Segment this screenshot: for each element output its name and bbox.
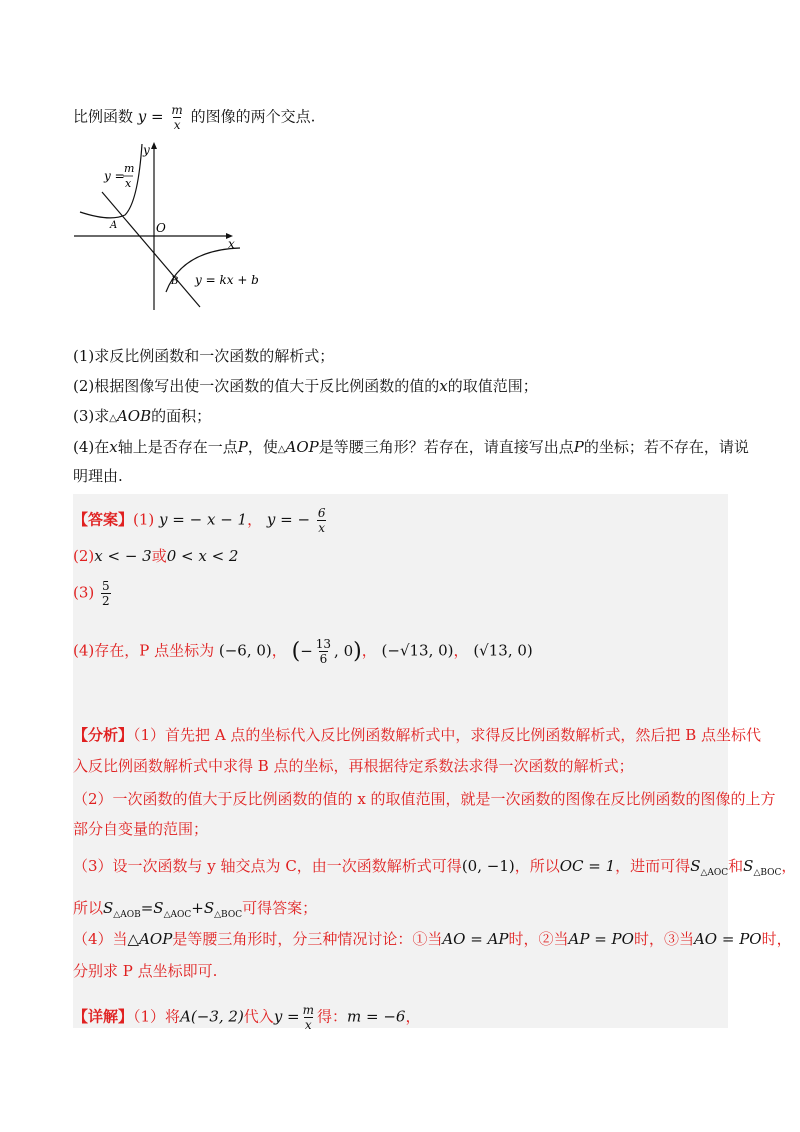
analysis-p3-l2-boc: △BOC <box>214 910 243 920</box>
analysis-p3-l2b: 可得答案； <box>242 899 318 917</box>
answer-3 <box>73 580 113 607</box>
a1-num: 6 <box>317 506 326 520</box>
a1-fraction <box>317 507 327 534</box>
analysis-p4-b: 是等腰三角形时，分三种情况讨论：①当 <box>172 930 443 948</box>
analysis-p3-d: ， <box>781 857 797 875</box>
q3-post: 的面积； <box>151 407 212 425</box>
a3-fraction <box>101 580 111 607</box>
analysis-3-line-1 <box>73 856 796 883</box>
curve-label-y: y = <box>104 169 125 183</box>
linear-function-line <box>102 192 200 307</box>
a4-c2-num: 13 <box>315 637 332 651</box>
analysis-p3-s4: S <box>153 899 164 917</box>
detail-y: y = <box>273 1007 300 1026</box>
analysis-p3-boc: △BOC <box>753 868 782 878</box>
analysis-3-line-2 <box>73 898 317 925</box>
q3-pre: (3)求 <box>73 407 110 425</box>
a3-num: 5 <box>102 579 110 593</box>
analysis-p4-c1: AO = AP <box>442 930 509 948</box>
detail-num: m <box>302 1003 315 1017</box>
analysis-1-line-1 <box>73 725 761 745</box>
answer-1 <box>73 507 328 534</box>
question-4 <box>73 437 749 460</box>
q2-post: 的取值范围； <box>447 377 538 395</box>
intro-fraction <box>170 104 183 131</box>
detail-text-c: 得： <box>317 1007 348 1026</box>
q4-x: x <box>109 438 118 456</box>
analysis-p4-c3: AO = PO <box>693 930 762 948</box>
analysis-p4-e: 时， <box>761 930 792 948</box>
analysis-p4-c: 时，②当 <box>508 930 569 948</box>
analysis-p3-l2-plus: + <box>191 899 204 917</box>
q4-triangle: △ <box>277 444 286 455</box>
analysis-1-line-2: 入反比例函数解析式中求得 B 点的坐标，再根据待定系数法求得一次函数的解析式； <box>73 757 634 775</box>
q4-d: 是等腰三角形？若存在，请直接写出点 <box>318 438 574 456</box>
a4-c2-fraction <box>315 638 332 665</box>
analysis-p4-d: 时，③当 <box>633 930 694 948</box>
a1-inverse-y: y = − <box>266 510 311 529</box>
q4-b: 轴上是否存在一点 <box>117 438 238 456</box>
a1-linear: y = − x − 1 <box>159 510 248 529</box>
a2-label: (2) <box>73 547 95 565</box>
a3-den: 2 <box>102 594 110 608</box>
analysis-p3-s1: S <box>690 857 701 875</box>
analysis-p3-aoc: △AOC <box>700 868 729 878</box>
q2-var-x: x <box>439 377 448 395</box>
a4-c2-post: , 0 <box>334 641 354 660</box>
intro-fraction-den: x <box>173 118 181 132</box>
line-label: y = kx + b <box>195 273 259 287</box>
q3-aob: AOB <box>116 407 152 425</box>
answer-4 <box>73 638 533 665</box>
a1-den: x <box>318 521 326 535</box>
label-point-b: B <box>171 276 179 287</box>
analysis-p3-s5: S <box>203 899 215 917</box>
curve-label-num: m <box>124 162 135 175</box>
analysis-4-line-2: 分别求 P 点坐标即可. <box>73 962 218 980</box>
a2-expr2: 0 < x < 2 <box>166 547 239 565</box>
analysis-p3-l2-aob: △AOB <box>113 910 141 920</box>
a4-text: (4)存在，P 点坐标为 <box>73 641 215 660</box>
a1-label: (1) <box>133 510 155 529</box>
a4-c2-minus: − <box>300 641 313 660</box>
q4-aop: AOP <box>285 438 319 456</box>
analysis-2-line-2: 部分自变量的范围； <box>73 820 209 838</box>
a4-coord-1: (−6, 0) <box>218 641 272 660</box>
a4-comma-2: ， <box>361 641 377 660</box>
detail-den: x <box>304 1018 312 1032</box>
analysis-p3-l2-eq: = <box>140 899 154 917</box>
analysis-p3-oc: OC = 1 <box>559 857 616 875</box>
intro-fraction-num: m <box>171 103 183 117</box>
label-origin: O <box>156 221 166 235</box>
answer-2 <box>73 546 238 566</box>
question-1: (1)求反比例函数和一次函数的解析式； <box>73 347 335 365</box>
analysis-p3-l2a: 所以 <box>73 899 104 917</box>
q4-p: P <box>237 438 248 456</box>
detail-result: m = −6 <box>347 1007 406 1026</box>
a2-or: 或 <box>151 547 167 565</box>
detail-fraction <box>302 1004 315 1031</box>
intro-line <box>73 104 315 131</box>
function-graph <box>70 142 260 312</box>
a4-comma-1: ， <box>271 641 287 660</box>
a4-coord-2: (− $\frac{13}{6}$ , 0) <box>291 637 362 666</box>
analysis-p3-b: ，所以 <box>514 857 560 875</box>
detail-line <box>73 1004 421 1031</box>
label-point-a: A <box>110 220 118 231</box>
q4-a: (4)在 <box>73 438 110 456</box>
q3-triangle: △ <box>109 413 117 424</box>
q4-e: 的坐标；若不存在，请说 <box>583 438 749 456</box>
analysis-p3-coord: (0, −1) <box>461 857 515 875</box>
q4-p2: P <box>573 438 584 456</box>
label-y-axis: y <box>143 143 150 157</box>
intro-suffix: 的图像的两个交点. <box>190 107 316 126</box>
a1-sep: ， <box>247 510 263 529</box>
analysis-p4-a: （4）当 <box>73 930 128 948</box>
q2-pre: (2)根据图像写出使一次函数的值大于反比例函数的值的 <box>73 377 440 395</box>
analysis-p1-l1: （1）首先把 A 点的坐标代入反比例函数解析式中，求得反比例函数解析式，然后把 B 点坐标代 <box>133 726 761 744</box>
question-4-line-2: 明理由. <box>73 467 123 485</box>
analysis-p3-a: （3）设一次函数与 y 轴交点为 C，由一次函数解析式可得 <box>73 857 462 875</box>
analysis-p4-c2: AP = PO <box>568 930 634 948</box>
analysis-p3-s3: S <box>103 899 114 917</box>
a4-coord-3: (−√13, 0) <box>381 641 454 660</box>
detail-comma: ， <box>405 1007 421 1026</box>
q4-c: ，使 <box>247 438 278 456</box>
analysis-2-line-1: （2）一次函数的值大于反比例函数的值的 x 的取值范围，就是一次函数的图像在反比例函数的图像的上方 <box>73 790 776 808</box>
analysis-4-line-1 <box>73 929 792 949</box>
analysis-p3-c: ，进而可得 <box>615 857 691 875</box>
question-3 <box>73 406 211 429</box>
detail-tag: 【详解】 <box>73 1007 134 1026</box>
analysis-p3-l2-aoc: △AOC <box>163 910 192 920</box>
analysis-tag: 【分析】 <box>73 726 134 744</box>
answer-tag: 【答案】 <box>73 510 134 529</box>
intro-prefix: 比例函数 <box>73 107 134 126</box>
analysis-p3-s2: S <box>743 857 754 875</box>
curve-label-den: x <box>125 177 132 190</box>
analysis-p3-and: 和 <box>728 857 744 875</box>
a4-coord-4: (√13, 0) <box>473 641 533 660</box>
y-axis-arrow <box>151 142 157 149</box>
a2-expr: x < − 3 <box>94 547 152 565</box>
a4-c2-den: 6 <box>319 652 328 666</box>
detail-text-a: （1）将 <box>133 1007 181 1026</box>
detail-point: A(−3, 2) <box>180 1007 244 1026</box>
label-x-axis: x <box>228 237 235 251</box>
analysis-p4-tri: △AOP <box>127 930 173 948</box>
a3-label: (3) <box>73 583 95 602</box>
detail-text-b: 代入 <box>243 1007 274 1026</box>
intro-func-y: y = <box>137 107 164 126</box>
a4-comma-3: ， <box>453 641 469 660</box>
question-2 <box>73 376 538 396</box>
